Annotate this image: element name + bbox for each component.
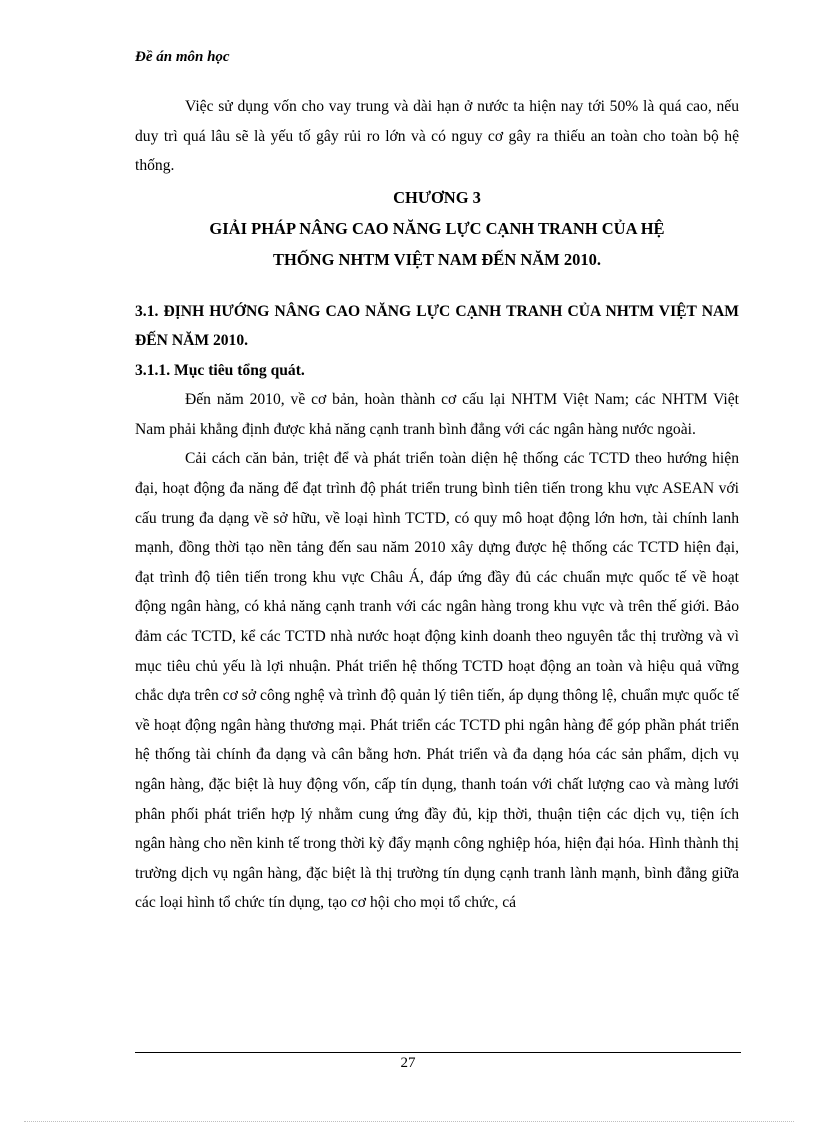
section-heading-3-1: 3.1. ĐỊNH HƯỚNG NÂNG CAO NĂNG LỰC CẠNH TRANH CỦA NHTM VIỆT NAM ĐẾN NĂM 2010. (135, 302, 739, 350)
page-number: 27 (400, 1055, 416, 1071)
page-body (135, 92, 739, 918)
chapter-title-line-1: GIẢI PHÁP NÂNG CAO NĂNG LỰC CẠNH TRANH CỦA HỆ (209, 218, 665, 238)
body-paragraph-2: Cải cách căn bản, triệt để và phát triển toàn diện hệ thống các TCTD theo hướng hiện đại, hoạt động đa năng để đạt trình độ phát triển trung bình tiên tiến trong khu vực ASEAN với cấu trung đa dạng về sở hữu, về loại hình TCTD, có quy mô hoạt động lớn hơn, tài chính lanh mạnh, đồng thời tạo nền tảng đến sau năm 2010 xây dựng được hệ thống các TCTD hiện đại, đạt trình độ tiên tiến trong khu vực Châu Á, đáp ứng đầy đủ các chuẩn mực quốc tế về hoạt động ngân hàng, có khả năng cạnh tranh với các ngân hàng trong khu vực và trên thế giới. Bảo đảm các TCTD, kể các TCTD nhà nước hoạt động kinh doanh theo nguyên tắc thị trường và vì mục tiêu chủ yếu là lợi nhuận. Phát triển hệ thống TCTD hoạt động an toàn và hiệu quả vững chắc dựa trên cơ sở công nghệ và trình độ quản lý tiên tiến, áp dụng thông lệ, chuẩn mực quốc tế về hoạt động ngân hàng thương mại. Phát triển các TCTD phi ngân hàng để góp phần phát triển hệ thống tài chính đa dạng và cân bằng hơn. Phát triển và đa dạng hóa các sản phẩm, dịch vụ ngân hàng, đặc biệt là huy động vốn, cấp tín dụng, thanh toán với chất lượng cao và màng lưới phân phối phát triển hợp lý nhằm cung ứng đầy đủ, kịp thời, thuận tiện các dịch vụ, tiện ích ngân hàng cho nền kinh tế trong thời kỳ đẩy mạnh công nghiệp hóa, hiện đại hóa. Hình thành thị trường dịch vụ ngân hàng, đặc biệt là thị trường tín dụng cạnh tranh lành mạnh, bình đẳng giữa các loại hình tổ chức tín dụng, tạo cơ hội cho mọi tổ chức, cá (135, 450, 739, 912)
chapter-title-line-2: THỐNG NHTM VIỆT NAM ĐẾN NĂM 2010. (272, 249, 602, 269)
page-bottom-border (24, 1121, 794, 1122)
footer-rule (135, 1052, 741, 1053)
chapter-number: CHƯƠNG 3 (393, 187, 481, 207)
running-header: Đề án môn học (135, 49, 230, 65)
section-heading-3-1-1: 3.1.1. Mục tiêu tổng quát. (135, 361, 305, 379)
intro-paragraph: Việc sử dụng vốn cho vay trung và dài hạn ở nước ta hiện nay tới 50% là quá cao, nếu duy trì quá lâu sẽ là yếu tố gây rủi ro lớn và có nguy cơ gây ra thiếu an toàn cho toàn bộ hệ thống. (135, 98, 739, 175)
body-paragraph-1: Đến năm 2010, về cơ bản, hoàn thành cơ cấu lại NHTM Việt Nam; các NHTM Việt Nam phải khẳng định được khả năng cạnh tranh bình đẳng với các ngân hàng nước ngoài. (135, 391, 739, 438)
